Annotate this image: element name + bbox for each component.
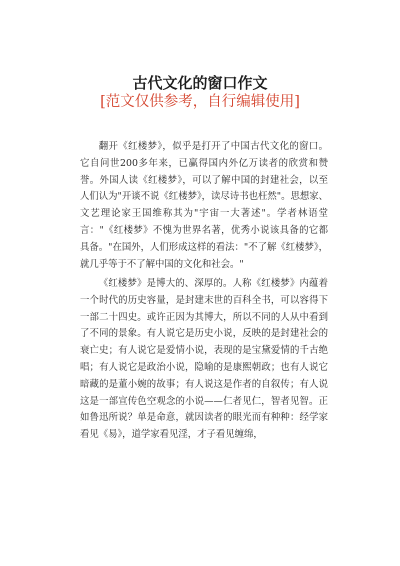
document-title: 古代文化的窗口作文 [132,74,268,92]
paragraph-1: 翻开《红楼梦》，似乎是打开了中国古代文化的窗口。它自问世200多年来，已赢得国内外亿万读者的欣赏和赞誉。外国人读《红楼梦》，可以了解中国的封建社会，以至人们认为"开谈不说《红楼梦》，读尽诗书也枉然"。思想家、文艺理论家王国维称其为"宇宙一大著述"。学者林语堂言："《红楼梦》不愧为世界名著，优秀小说该具备的它都具备。"在国外，人们形成这样的看法："不了解《红楼梦》，就几乎等于不了解中国的文化和社会。" [80,141,328,270]
document-subtitle: [范文仅供参考，自行编辑使用] [100,94,300,110]
paragraph-2: 《红楼梦》是博大的、深厚的。人称《红楼梦》内蕴着一个时代的历史容量，是封建末世的百科全书，可以容得下一部二十四史。或许正因为其博大，所以不同的人从中看到了不同的景象。有人说它是历史小说，反映的是封建社会的衰亡史；有人说它是爱情小说，表现的是宝黛爱情的千古绝唱；有人说它是政治小说，隐喻的是康熙朝政；也有人说它暗藏的是董小婉的故事；有人说这是作者的自叙传；有人说这是一部宣传色空观念的小说——仁者见仁，智者见智。正如鲁迅所说？单是命意，就因读者的眼光而有种种：经学家看见《易》，道学家看见淫，才子看见缠绵， [80,278,328,441]
